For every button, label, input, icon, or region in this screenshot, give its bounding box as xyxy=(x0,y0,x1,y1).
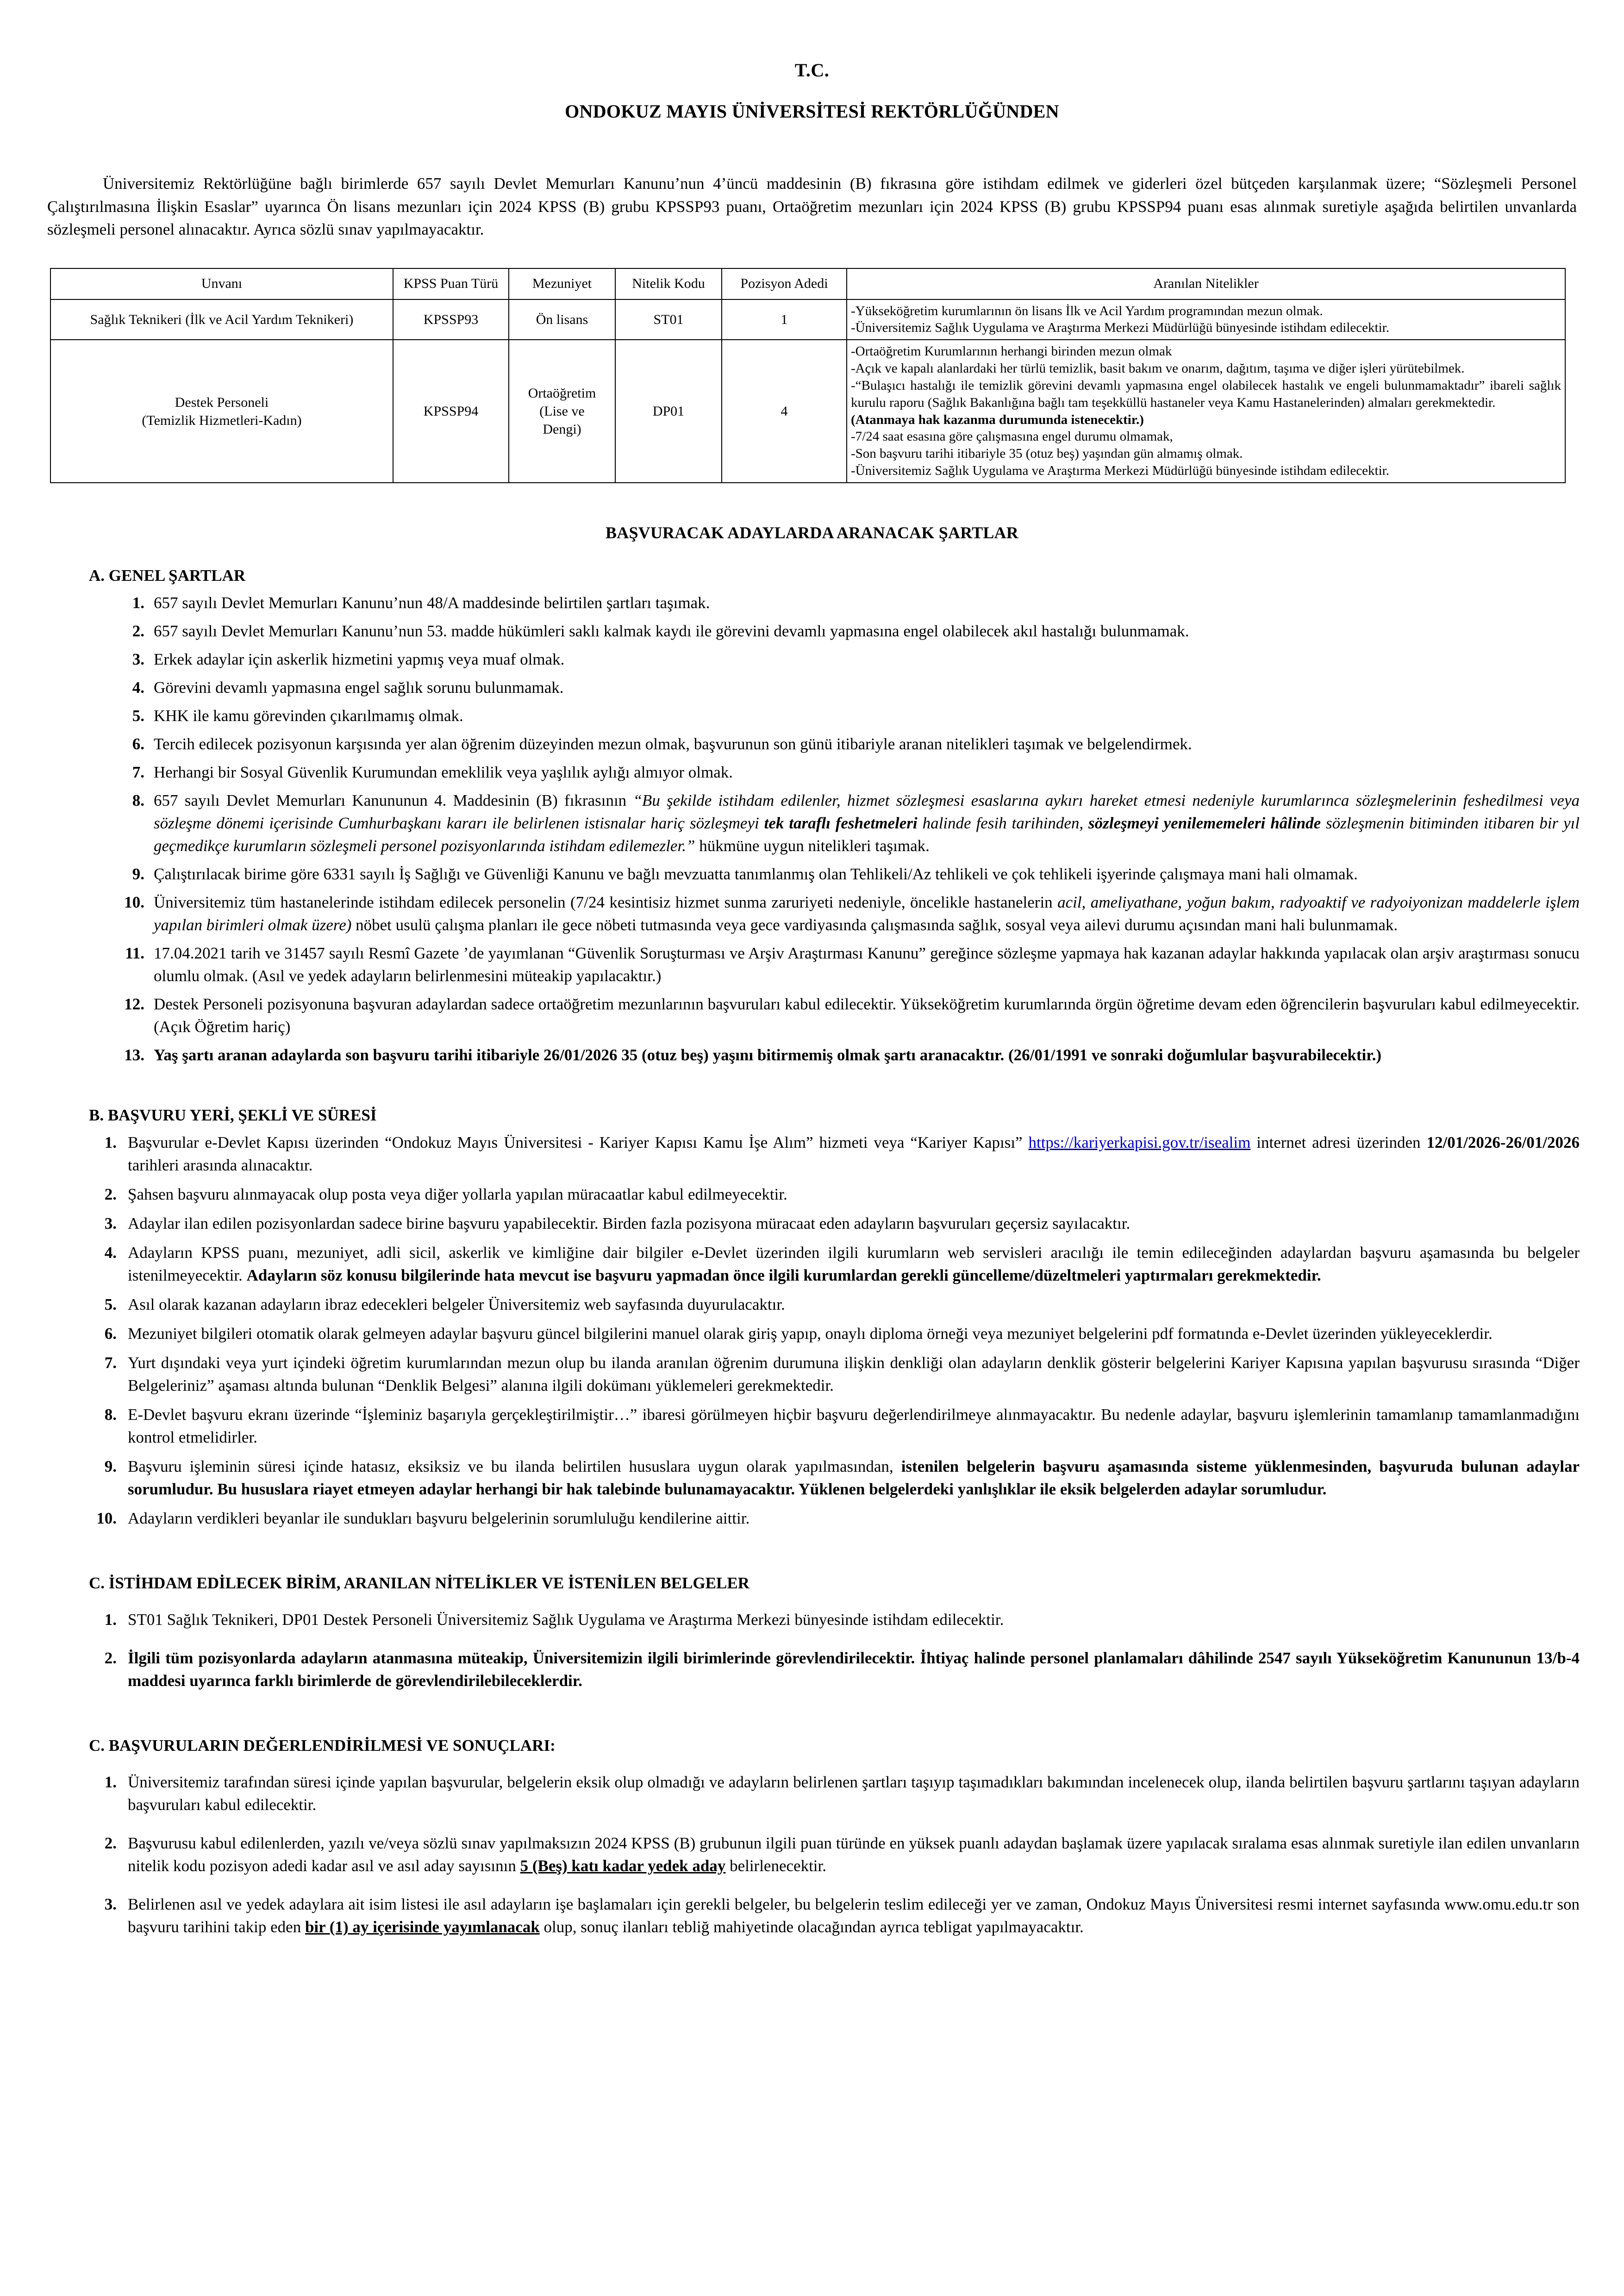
item10-italic: acil, ameliyathane, yoğun bakım, radyoaktif ve radyoiyonizan maddelerle işlem yapılan birimleri olmak üzere) xyxy=(154,893,1580,934)
item8-lead: 657 sayılı Devlet Memurları Kanununun 4. Maddesinin (B) fıkrasının xyxy=(154,791,633,809)
col-header-pozisyon-adedi: Pozisyon Adedi xyxy=(722,268,847,299)
list-item-text: Mezuniyet bilgileri otomatik olarak gelmeyen adaylar başvuru güncel bilgilerini manuel olarak giriş yapıp, onaylı diploma örneği veya mezuniyet belgelerini pdf formatında e-Devlet üzerinden yükleyeceklerdir. xyxy=(128,1324,1493,1343)
nitelik-line: -“Bulaşıcı hastalığı ile temizlik görevini devamlı yapmasına engel olabilecek hastalık ve engeli bulunmamaktadır” ibareli sağlık kurulu raporu (Sağlık Bakanlığına bağlı tam teşekküllü hastaneler veya Kamu Hastanelerinden) almaları gerekmektedir. xyxy=(851,378,1561,410)
list-item-number: 6. xyxy=(104,1324,117,1343)
list-item xyxy=(44,1893,1580,1938)
list-item-number: 5. xyxy=(132,706,144,725)
list-item-number: 2. xyxy=(104,1649,117,1667)
list-item-text: Erkek adaylar için askerlik hizmetini yapmış veya muaf olmak. xyxy=(154,650,565,668)
list-item-number: 1. xyxy=(104,1133,117,1151)
item3-post: olup, sonuç ilanları tebliğ mahiyetinde olacağından ayrıca tebligat yapılmayacaktır. xyxy=(539,1917,1084,1936)
section-c1-list xyxy=(44,1608,1580,1692)
list-item-number: 1. xyxy=(104,1610,117,1629)
list-item-text: Çalıştırılacak birime göre 6331 sayılı İş Sağlığı ve Güvenliği Kanunu ve bağlı mevzuatta tanımlanmış olan Tehlikeli/Az tehlikeli ve çok tehlikeli işyerinde çalışmaya mani hali olmamak. xyxy=(154,865,1358,883)
list-item-text: Şahsen başvuru alınmayacak olup posta veya diğer yollarla yapılan müracaatlar kabul edilmeyecektir. xyxy=(128,1185,787,1203)
cell-mezuniyet: Ön lisans xyxy=(509,299,615,340)
nitelik-line: -Açık ve kapalı alanlardaki her türlü temizlik, basit bakım ve onarım, dağıtım, taşıma ve diğer işleri yürütebilmek. xyxy=(851,361,1465,376)
item10-lead: Üniversitemiz tüm hastanelerinde istihdam edilecek personelin (7/24 kesintisiz hizmet sunma zaruriyeti nedeniyle, öncelikle hastanelerin xyxy=(154,893,1058,911)
intro-paragraph: Üniversitemiz Rektörlüğüne bağlı birimlerde 657 sayılı Devlet Memurları Kanunu’nun 4’üncü maddesinin (B) fıkrasına göre istihdam edilmek ve giderleri özel bütçeden karşılanmak üzere; “Sözleşmeli Personel Çalıştırılmasına İlişkin Esaslar” uyarınca Ön lisans mezunları için 2024 KPSS (B) grubu KPSSP93 puanı, Ortaöğretim mezunları için 2024 KPSS (B) grubu KPSSP94 puanı esas alınmak suretiyle aşağıda belirtilen unvanlarda sözleşmeli personel alınacaktır. Ayrıca sözlü sınav yapılmayacaktır. xyxy=(47,174,1577,239)
section-b-heading: B. BAŞVURU YERİ, ŞEKLİ VE SÜRESİ xyxy=(89,1106,377,1124)
section-a-list xyxy=(44,591,1580,1066)
col-header-nitelik-kodu: Nitelik Kodu xyxy=(615,268,722,299)
spacer xyxy=(44,1066,1580,1082)
list-item-number: 10. xyxy=(96,1509,117,1527)
cell-unvani xyxy=(50,340,393,483)
list-item xyxy=(44,620,1580,642)
list-item-number: 3. xyxy=(104,1895,117,1913)
list-item-number: 11. xyxy=(125,944,144,962)
list-item-text: Tercih edilecek pozisyonun karşısında yer alan öğrenim düzeyinden mezun olmak, başvurunun son günü itibariyle aranan nitelikleri taşımak ve belgelendirmek. xyxy=(154,734,1192,753)
col-header-aranilan-nitelikler: Aranılan Nitelikler xyxy=(847,268,1565,299)
cell-aranilan-nitelikler xyxy=(847,340,1565,483)
table-header-row xyxy=(50,268,1565,299)
list-item xyxy=(44,1608,1580,1631)
nitelik-line: -7/24 saat esasına göre çalışmasına engel durumu olmamak, xyxy=(851,429,1173,444)
item8-quote-3: sözleşmenin bitiminden itibaren bir yıl geçmedikçe kurumların sözleşmeli personel pozisyonlarında istihdam edilemezler.” xyxy=(154,814,1580,855)
positions-table-wrapper xyxy=(50,268,1574,483)
list-item-number: 1. xyxy=(132,593,144,612)
kariyer-kapisi-link[interactable]: https://kariyerkapisi.gov.tr/isealim xyxy=(1028,1133,1251,1151)
list-item-number: 5. xyxy=(104,1295,117,1313)
mezuniyet-line-2: (Lise ve xyxy=(539,404,585,419)
list-item-text: Yaş şartı aranan adaylarda son başvuru tarihi itibariyle 26/01/2026 35 (otuz beş) yaşını bitirmemiş olmak şartı aranacaktır. (26/01/1991 ve sonraki doğumlular başvurabilecektir.) xyxy=(154,1045,1382,1064)
list-item xyxy=(44,676,1580,699)
list-item-text: Herhangi bir Sosyal Güvenlik Kurumundan emeklilik veya yaşlılık aylığı almıyor olmak. xyxy=(154,763,733,781)
list-item xyxy=(44,1351,1580,1397)
list-item-number: 6. xyxy=(132,734,144,753)
conditions-section-title: BAŞVURACAK ADAYLARDA ARANACAK ŞARTLAR xyxy=(606,523,1018,542)
list-item xyxy=(44,789,1580,857)
item4-lead: Adayların KPSS puanı, mezuniyet, adli sicil, askerlik ve kimliğine dair bilgiler e-Devlet üzerinden ilgili kurumların web servisleri aracılığı ile temin edileceğinden adaylardan başvuru aşamasında bu belgeler istenilmeyecektir. xyxy=(128,1243,1580,1284)
unvani-line-1: Destek Personeli xyxy=(175,394,269,410)
list-item-text xyxy=(128,1131,1580,1176)
list-item xyxy=(44,704,1580,727)
list-item-number: 12. xyxy=(124,995,144,1013)
list-item-number: 1. xyxy=(104,1773,117,1791)
list-item xyxy=(44,1131,1580,1176)
item8-tail: hükmüne uygun nitelikleri taşımak. xyxy=(695,836,930,855)
list-item-text xyxy=(128,1241,1580,1287)
list-item-number: 10. xyxy=(124,893,144,911)
list-item-number: 9. xyxy=(104,1457,117,1475)
section-a-heading: A. GENEL ŞARTLAR xyxy=(89,566,246,585)
list-item-text: E-Devlet başvuru ekranı üzerinde “İşleminiz başarıyla gerçekleştirilmiştir…” ibaresi görülmeyen hiçbir başvuru değerlendirilmeye alınmayacaktır. Bu nedenle adaylar, başvuru işlemlerinin tamamlanıp tamamlanmadığını kontrol etmelidirler. xyxy=(128,1405,1580,1446)
list-item-text: 657 sayılı Devlet Memurları Kanunu’nun 53. madde hükümleri saklı kalmak kaydı ile görevini devamlı yapmasına engel olabilecek akıl hastalığı bulunmamak. xyxy=(154,622,1189,640)
list-item xyxy=(44,1322,1580,1345)
cell-pozisyon-adedi: 1 xyxy=(722,299,847,340)
cell-nitelik-kodu: ST01 xyxy=(615,299,722,340)
col-header-unvani: Unvanı xyxy=(50,268,393,299)
list-item-text: 17.04.2021 tarih ve 31457 sayılı Resmî Gazete ’de yayımlanan “Güvenlik Soruşturması ve Arşiv Araştırması Kanunu” gereğince sözleşme yapmaya hak kazanan adaylar hakkında yapılacak olan arşiv araştırması sonucu olumlu olmak. (Asıl ve yedek adayların belirlenmesini müteakip yapılacaktır.) xyxy=(154,944,1580,985)
list-item xyxy=(44,1455,1580,1500)
cell-mezuniyet xyxy=(509,340,615,483)
list-item-number: 3. xyxy=(132,650,144,668)
cell-kpss-puan-turu: KPSSP94 xyxy=(393,340,509,483)
document-header-title: ONDOKUZ MAYIS ÜNİVERSİTESİ REKTÖRLÜĞÜNDEN xyxy=(565,101,1059,122)
item9-lead: Başvuru işleminin süresi içinde hatasız, eksiksiz ve bu ilanda belirtilen hususlara uygun olarak yapılmasından, xyxy=(128,1457,901,1475)
list-item xyxy=(44,1183,1580,1206)
list-item-number: 4. xyxy=(132,678,144,697)
spacer xyxy=(44,1530,1580,1545)
col-header-kpss-puan-turu: KPSS Puan Türü xyxy=(393,268,509,299)
list-item-number: 2. xyxy=(132,622,144,640)
list-item-text: Üniversitemiz tarafından süresi içinde yapılan başvurular, belgelerin eksik olup olmadığı ve adayların belirlenen şartları taşıyıp taşımadıkları bakımından incelenecek olup, ilanda belirtilen başvuru şartlarını taşıyan adayların başvuruları kabul edilecektir. xyxy=(128,1773,1580,1814)
list-item xyxy=(44,591,1580,614)
list-item xyxy=(44,1771,1580,1816)
unvani-line-2: (Temizlik Hizmetleri-Kadın) xyxy=(142,412,302,428)
list-item-number: 9. xyxy=(132,865,144,883)
item4-bold: Adayların söz konusu bilgilerinde hata mevcut ise başvuru yapmadan önce ilgili kurumlardan gerekli güncelleme/düzeltmeleri yaptırmaları gerekmektedir. xyxy=(246,1266,1321,1284)
list-item-text xyxy=(154,789,1580,857)
cell-pozisyon-adedi: 4 xyxy=(722,340,847,483)
list-item xyxy=(44,1293,1580,1316)
list-item-text: Adayların verdikleri beyanlar ile sundukları başvuru belgelerinin sorumluluğu kendilerine aittir. xyxy=(128,1509,750,1527)
mezuniyet-line-1: Ortaöğretim xyxy=(528,386,596,401)
list-item xyxy=(44,1647,1580,1692)
item2-post: belirlenecektir. xyxy=(725,1856,826,1875)
list-item-number: 8. xyxy=(104,1405,117,1424)
nitelik-line: -Üniversitemiz Sağlık Uygulama ve Araştırma Merkezi Müdürlüğü bünyesinde istihdam edilecektir. xyxy=(851,463,1389,479)
item8-bold-1: tek taraflı feshetmeleri xyxy=(764,814,918,832)
list-item-text xyxy=(128,1893,1580,1938)
section-c2-heading: C. BAŞVURULARIN DEĞERLENDİRİLMESİ VE SONUÇLARI: xyxy=(89,1736,556,1755)
nitelik-line: -Üniversitemiz Sağlık Uygulama ve Araştırma Merkezi Müdürlüğü bünyesinde istihdam edilecektir. xyxy=(851,320,1389,336)
list-item-number: 2. xyxy=(104,1185,117,1203)
list-item-text: ST01 Sağlık Teknikeri, DP01 Destek Personeli Üniversitemiz Sağlık Uygulama ve Araştırma Merkezi bünyesinde istihdam edilecektir. xyxy=(128,1610,1004,1629)
list-item-text: 657 sayılı Devlet Memurları Kanunu’nun 48/A maddesinde belirtilen şartları taşımak. xyxy=(154,593,710,612)
list-item-number: 13. xyxy=(124,1045,144,1064)
list-item xyxy=(44,942,1580,987)
section-c2-list xyxy=(44,1771,1580,1938)
document-header-tc: T.C. xyxy=(794,60,830,81)
item1-pre: Başvurular e-Devlet Kapısı üzerinden “Ondokuz Mayıs Üniversitesi - Kariyer Kapısı Kamu İşe Alım” hizmeti veya “Kariyer Kapısı” xyxy=(128,1133,1029,1151)
table-row xyxy=(50,299,1565,340)
item10-tail: nöbet usulü çalışma planları ile gece nöbeti tutmasında veya gece vardiyasında çalışmasında sağlık, sosyal veya ailevi durumu açısından mani hali bulunmamak. xyxy=(351,915,1398,934)
publication-period: bir (1) ay içerisinde yayımlanacak xyxy=(305,1917,540,1936)
list-item-number: 4. xyxy=(104,1243,117,1262)
list-item-text: Yurt dışındaki veya yurt içindeki öğretim kurumlarından mezun olup bu ilanda aranılan öğrenim durumuna ilişkin denkliği olan adayların denklik gösterir belgelerini Kariyer Kapısına yapılan başvurusu sırasında “Diğer Belgeleriniz” aşaması altında bulunan “Denklik Belgesi” alanına ilgili dokümanı yüklemeleri gerekmektedir. xyxy=(128,1353,1580,1394)
list-item-number: 3. xyxy=(104,1214,117,1232)
list-item-text xyxy=(154,891,1580,936)
list-item xyxy=(44,761,1580,784)
list-item xyxy=(44,648,1580,671)
list-item-text: KHK ile kamu görevinden çıkarılmamış olmak. xyxy=(154,706,463,725)
item1-post: tarihleri arasında alınacaktır. xyxy=(128,1156,313,1174)
application-dates: 12/01/2026-26/01/2026 xyxy=(1426,1133,1580,1151)
positions-table xyxy=(50,268,1566,483)
item8-bold-2: sözleşmeyi yenilememeleri hâlinde xyxy=(1088,814,1321,832)
nitelik-line: -Son başvuru tarihi itibariyle 35 (otuz beş) yaşından gün almamış olmak. xyxy=(851,446,1243,461)
list-item xyxy=(44,1241,1580,1287)
list-item xyxy=(44,993,1580,1038)
list-item-text: Asıl olarak kazanan adayların ibraz edecekleri belgeler Üniversitemiz web sayfasında duyurulacaktır. xyxy=(128,1295,785,1313)
list-item-text: İlgili tüm pozisyonlarda adayların atanmasına müteakip, Üniversitemizin ilgili birimlerinde görevlendirilecektir. İhtiyaç halinde personel planlamaları dâhilinde 2547 sayılı Yükseköğretim Kanununun 13/b-4 maddesi uyarınca farklı birimlerde de görevlendirilebileceklerdir. xyxy=(128,1649,1580,1690)
list-item xyxy=(44,1832,1580,1877)
list-item xyxy=(44,1403,1580,1449)
spacer xyxy=(44,1692,1580,1708)
nitelik-bold-note xyxy=(851,411,1561,429)
list-item xyxy=(44,1507,1580,1530)
list-item-text xyxy=(128,1832,1580,1877)
list-item-text: Destek Personeli pozisyonuna başvuran adaylardan sadece ortaöğretim mezunlarının başvuruları kabul edilecektir. Yükseköğretim kurumlarında örgün öğretime devam eden öğrencilerin başvuruları kabul edilmeyecektir. (Açık Öğretim hariç) xyxy=(154,995,1580,1036)
list-item xyxy=(44,1044,1580,1066)
item8-quote-2: halinde fesih tarihinden, xyxy=(917,814,1089,832)
list-item-text: Görevini devamlı yapmasına engel sağlık sorunu bulunmamak. xyxy=(154,678,564,697)
nitelik-bold-note-text: (Atanmaya hak kazanma durumunda istenecektir.) xyxy=(851,412,1144,427)
item2-pre: Başvurusu kabul edilenlerden, yazılı ve/veya sözlü sınav yapılmaksızın 2024 KPSS (B) grubunun ilgili puan türünde en yüksek puanlı adaydan başlamak üzere yapılacak sıralama esas alınmak suretiyle ilan edilen unvanların nitelik kodu pozisyon adedi kadar asıl ve asıl aday sayısının xyxy=(128,1834,1580,1875)
mezuniyet-line-3: Dengi) xyxy=(543,422,581,437)
list-item-number: 7. xyxy=(132,763,144,781)
list-item xyxy=(44,891,1580,936)
reserve-candidate-multiplier: 5 (Beş) katı kadar yedek aday xyxy=(520,1856,726,1875)
cell-aranilan-nitelikler xyxy=(847,299,1565,340)
cell-nitelik-kodu: DP01 xyxy=(615,340,722,483)
list-item xyxy=(44,733,1580,755)
list-item xyxy=(44,863,1580,885)
table-row xyxy=(50,340,1565,483)
section-b-list xyxy=(44,1131,1580,1530)
col-header-mezuniyet: Mezuniyet xyxy=(509,268,615,299)
cell-unvani: Sağlık Teknikeri (İlk ve Acil Yardım Teknikeri) xyxy=(50,299,393,340)
item9-bold: istenilen belgelerin başvuru aşamasında sisteme yüklenmesinden, başvuruda bulunan adaylar sorumludur. Bu hususlara riayet etmeyen adaylar herhangi bir hak talebinde bulunamayacaktır. Yüklenen belgelerdeki yanlışlıklar ile eksik belgelerden adaylar sorumludur. xyxy=(128,1457,1580,1498)
nitelik-line: -Yükseköğretim kurumlarının ön lisans İlk ve Acil Yardım programından mezun olmak. xyxy=(851,303,1323,318)
list-item-number: 7. xyxy=(104,1353,117,1372)
list-item-number: 8. xyxy=(132,791,144,809)
item8-quote-1: “Bu şekilde istihdam edilenler, hizmet sözleşmesi esaslarına aykırı hareket etmesi nedeniyle kurumlarınca sözleşmelerinin feshedilmesi veya sözleşme dönemi içerisinde Cumhurbaşkanı kararı ile belirlenen istisnalar hariç sözleşmeyi xyxy=(154,791,1580,832)
list-item-text: Adaylar ilan edilen pozisyonlardan sadece birine başvuru yapabilecektir. Birden fazla pozisyona müracaat eden adayların başvuruları geçersiz sayılacaktır. xyxy=(128,1214,1131,1232)
cell-kpss-puan-turu: KPSSP93 xyxy=(393,299,509,340)
list-item-number: 2. xyxy=(104,1834,117,1852)
nitelik-line: -Ortaöğretim Kurumlarının herhangi birinden mezun olmak xyxy=(851,344,1172,359)
section-c1-heading: C. İSTİHDAM EDİLECEK BİRİM, ARANILAN NİTELİKLER VE İSTENİLEN BELGELER xyxy=(89,1574,750,1592)
list-item-text xyxy=(128,1455,1580,1500)
list-item xyxy=(44,1212,1580,1235)
item1-mid: internet adresi üzerinden xyxy=(1250,1133,1427,1151)
item3-pre: Belirlenen asıl ve yedek adaylara ait isim listesi ile asıl adayların işe başlamaları için gerekli belgeler, bu belgelerin teslim edileceği yer ve zaman, Ondokuz Mayıs Üniversitesi resmi internet sayfasında www.omu.edu.tr son başvuru tarihini takip eden xyxy=(128,1895,1580,1936)
